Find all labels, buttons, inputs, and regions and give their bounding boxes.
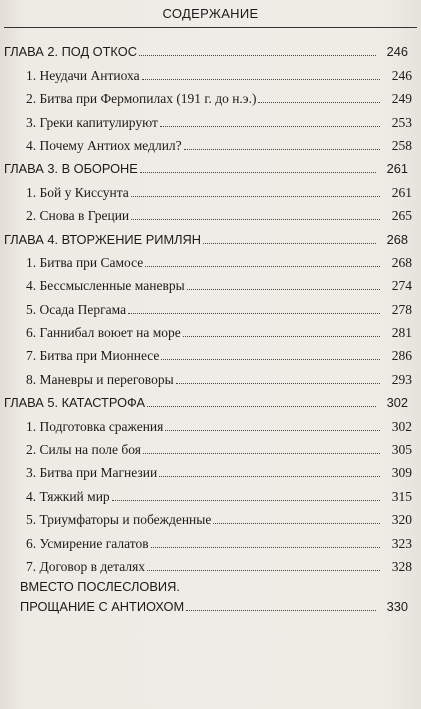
toc-entry-title: 6. Усмирение галатов xyxy=(26,535,149,551)
toc-section-entry[interactable] xyxy=(0,551,421,574)
dot-leader xyxy=(161,359,380,360)
toc-entry-page: 305 xyxy=(391,442,412,458)
toc-section-entry[interactable] xyxy=(0,457,421,480)
toc-section-entry[interactable] xyxy=(0,410,421,433)
toc-entry-title: ГЛАВА 3. В ОБОРОНЕ xyxy=(4,161,138,177)
toc-chapter-entry[interactable] xyxy=(0,387,421,410)
toc-entries xyxy=(0,36,421,574)
toc-section-entry[interactable] xyxy=(0,176,421,199)
toc-chapter-entry[interactable] xyxy=(0,36,421,59)
toc-entry-title: ГЛАВА 2. ПОД ОТКОС xyxy=(4,44,137,60)
toc-section-entry[interactable] xyxy=(0,270,421,293)
toc-entry-page: 246 xyxy=(386,44,408,60)
toc-entry-page: 258 xyxy=(391,137,412,153)
toc-section-entry[interactable] xyxy=(0,363,421,386)
toc-entry-page: 286 xyxy=(391,348,412,364)
toc-entry-page: 323 xyxy=(391,535,412,551)
dot-leader xyxy=(183,336,380,337)
toc-entry-title: ГЛАВА 5. КАТАСТРОФА xyxy=(4,395,146,411)
toc-section-entry[interactable] xyxy=(0,434,421,457)
dot-leader xyxy=(203,243,376,244)
header-rule xyxy=(4,27,417,28)
toc-section-entry[interactable] xyxy=(0,480,421,503)
toc-entry-title: 1. Бой у Киссунта xyxy=(26,184,129,200)
toc-entry-page: 265 xyxy=(391,208,412,224)
toc-entry-page: 249 xyxy=(391,91,412,107)
toc-final-title-line1 xyxy=(0,574,421,594)
toc-entry-page: 293 xyxy=(391,371,412,387)
toc-entry-title: 5. Триумфаторы и побежденные xyxy=(26,512,212,528)
toc-entry-page: 328 xyxy=(391,558,412,574)
dot-leader xyxy=(160,126,380,127)
toc-entry-page: 253 xyxy=(391,114,412,130)
dot-leader xyxy=(131,219,380,220)
dot-leader xyxy=(142,79,380,80)
toc-section-entry[interactable] xyxy=(0,527,421,550)
toc-chapter-entry[interactable] xyxy=(0,223,421,246)
toc-entry-title: 2. Силы на поле боя xyxy=(26,442,141,458)
toc-entry-page: 330 xyxy=(386,598,408,614)
toc-entry-title: 1. Неудачи Антиоха xyxy=(26,67,140,83)
dot-leader xyxy=(258,102,380,103)
toc-entry-title: ПРОЩАНИЕ С АНТИОХОМ xyxy=(20,598,185,614)
toc-entry-page: 246 xyxy=(391,67,412,83)
toc-section-entry[interactable] xyxy=(0,59,421,82)
toc-section-entry[interactable] xyxy=(0,340,421,363)
dot-leader xyxy=(131,196,380,197)
table-of-contents xyxy=(0,36,421,614)
toc-entry-title: 8. Маневры и переговоры xyxy=(26,371,174,387)
toc-section-entry[interactable] xyxy=(0,83,421,106)
dot-leader xyxy=(140,172,376,173)
toc-entry-title: 4. Почему Антиох медлил? xyxy=(26,137,182,153)
page-header: СОДЕРЖАНИЕ xyxy=(162,6,259,21)
dot-leader xyxy=(213,523,380,524)
toc-entry-title: 1. Подготовка сражения xyxy=(26,418,164,434)
toc-section-entry[interactable] xyxy=(0,504,421,527)
toc-entry-page: 309 xyxy=(391,465,412,481)
toc-entry-title: 2. Снова в Греции xyxy=(26,208,130,224)
toc-entry-page: 302 xyxy=(386,395,408,411)
dot-leader xyxy=(128,313,380,314)
dot-leader xyxy=(143,453,380,454)
dot-leader xyxy=(186,610,376,611)
toc-entry-page: 274 xyxy=(391,278,412,294)
toc-section-entry[interactable] xyxy=(0,130,421,153)
toc-entry-page: 261 xyxy=(386,161,408,177)
dot-leader xyxy=(159,476,380,477)
toc-entry-page: 261 xyxy=(391,184,412,200)
dot-leader xyxy=(112,500,380,501)
dot-leader xyxy=(145,266,380,267)
toc-entry-page: 320 xyxy=(391,512,412,528)
toc-chapter-entry[interactable] xyxy=(0,153,421,176)
dot-leader xyxy=(187,289,380,290)
toc-entry-title: 6. Ганнибал воюет на море xyxy=(26,325,181,341)
toc-entry-title: 1. Битва при Самосе xyxy=(26,254,144,270)
dot-leader xyxy=(147,406,376,407)
toc-entry-title: 7. Битва при Мионнесе xyxy=(26,348,160,364)
toc-section-entry[interactable] xyxy=(0,317,421,340)
toc-entry-title: 3. Битва при Магнезии xyxy=(26,465,158,481)
toc-entry-page: 302 xyxy=(391,418,412,434)
dot-leader xyxy=(139,55,376,56)
toc-entry-page: 281 xyxy=(391,325,412,341)
dot-leader xyxy=(147,570,380,571)
dot-leader xyxy=(184,149,380,150)
toc-section-entry[interactable] xyxy=(0,200,421,223)
toc-section-entry[interactable] xyxy=(0,293,421,316)
dot-leader xyxy=(151,547,380,548)
dot-leader xyxy=(176,383,380,384)
toc-entry-page: 278 xyxy=(391,301,412,317)
dot-leader xyxy=(165,430,380,431)
toc-entry-page: 315 xyxy=(391,488,412,504)
toc-entry-title: 2. Битва при Фермопилах (191 г. до н.э.) xyxy=(26,91,257,107)
toc-section-entry[interactable] xyxy=(0,247,421,270)
toc-final-line1-text: ВМЕСТО ПОСЛЕСЛОВИЯ. xyxy=(20,578,180,594)
toc-entry-title: 7. Договор в деталях xyxy=(26,558,146,574)
toc-entry-title: 3. Греки капитулируют xyxy=(26,114,158,130)
toc-final-entry[interactable] xyxy=(0,594,421,614)
toc-entry-page: 268 xyxy=(386,231,408,247)
toc-entry-title: 4. Бессмысленные маневры xyxy=(26,278,185,294)
toc-entry-page: 268 xyxy=(391,254,412,270)
toc-entry-title: 5. Осада Пергама xyxy=(26,301,127,317)
toc-entry-title: ГЛАВА 4. ВТОРЖЕНИЕ РИМЛЯН xyxy=(4,231,201,247)
toc-entry-title: 4. Тяжкий мир xyxy=(26,488,110,504)
toc-section-entry[interactable] xyxy=(0,106,421,129)
